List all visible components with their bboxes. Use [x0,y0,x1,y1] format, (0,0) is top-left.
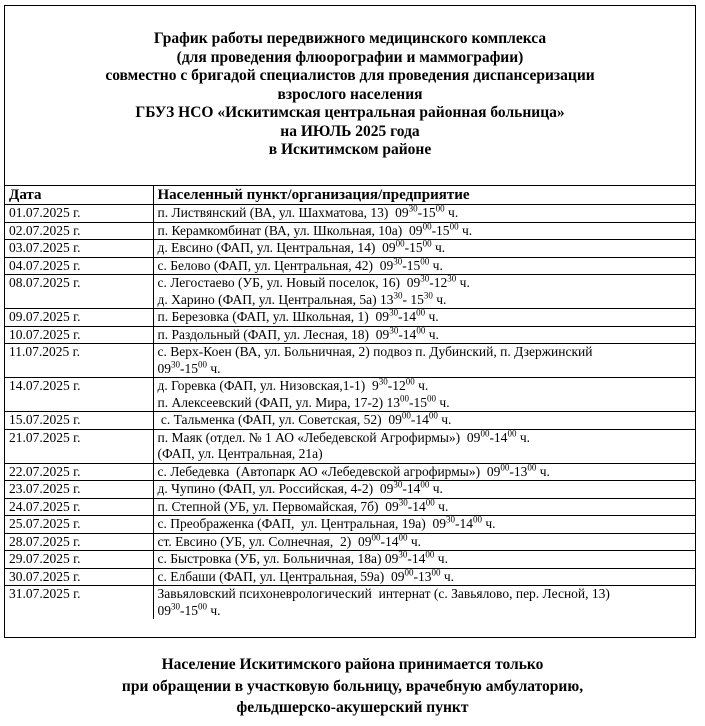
title-line: совместно с бригадой специалистов для проведения диспансеризации [105,67,595,84]
location-line: $09^{30}-15^{00}$ ч. [157,359,221,376]
footer-note [0,654,705,719]
location-line: с. Быстровка (УБ, ул. Больничная, 18а) $09^{30}-14^{00}$ ч. [157,549,448,566]
date-cell: 03.07.2025 г. [5,240,153,258]
table-row [5,240,695,258]
location-cell [153,481,695,499]
location-line: (ФАП, ул. Центральная, 21а) [157,446,323,461]
location-line: д. Евсино (ФАП, ул. Центральная, 14) $09^{00}-15^{00}$ ч. [157,238,446,255]
date-cell: 22.07.2025 г. [5,463,153,481]
table-row [5,551,695,569]
date-cell: 08.07.2025 г. [5,275,153,309]
location-line: п. Керамкомбинат (ВА, ул. Школьная, 10а) $09^{00}-15^{00}$ ч. [157,221,473,238]
date-cell: 28.07.2025 г. [5,533,153,551]
location-cell [153,412,695,430]
date-cell: 24.07.2025 г. [5,498,153,516]
table-row [5,257,695,275]
table-row [5,326,695,344]
table-row [5,429,695,463]
location-line: п. Степной (УБ, ул. Первомайская, 7б) $09^{30}-14^{00}$ ч. [157,497,449,514]
column-header-date: Дата [5,186,153,205]
location-cell [153,498,695,516]
table-row [5,481,695,499]
location-line: п. Раздольный (ФАП, ул. Лесная, 18) $09^{30}-14^{00}$ ч. [157,325,439,342]
location-line: с. Преображенка (ФАП, ул. Центральная, 19а) $09^{30}-14^{00}$ ч. [157,514,496,531]
location-line: с. Тальменка (ФАП, ул. Советская, 52) $09^{00}-14^{00}$ ч. [157,410,452,427]
location-cell [153,533,695,551]
location-cell [153,257,695,275]
location-cell [153,551,695,569]
location-cell [153,568,695,586]
location-cell [153,586,695,620]
location-line: с. Лебедевка (Автопарк АО «Лебедевской агрофирмы») $09^{00}-13^{00}$ ч. [157,462,550,479]
schedule-frame [4,5,696,638]
table-row [5,275,695,309]
date-cell: 29.07.2025 г. [5,551,153,569]
date-cell: 01.07.2025 г. [5,205,153,223]
location-line: с. Верх-Коен (ВА, ул. Больничная, 2) подвоз п. Дубинский, п. Дзержинский [157,344,593,359]
location-cell [153,309,695,327]
location-line: п. Березовка (ФАП, ул. Школьная, 1) $09^{30}-14^{00}$ ч. [157,307,439,324]
date-cell: 02.07.2025 г. [5,222,153,240]
location-cell [153,326,695,344]
location-line: д. Горевка (ФАП, ул. Низовская,1-1) $9^{30}-12^{00}$ ч. [157,376,429,393]
location-line: ст. Евсино (УБ, ул. Солнечная, 2) $09^{00}-14^{00}$ ч. [157,532,422,549]
date-cell: 09.07.2025 г. [5,309,153,327]
table-row [5,533,695,551]
table-row [5,463,695,481]
table-row [5,309,695,327]
date-cell: 11.07.2025 г. [5,344,153,378]
location-cell [153,429,695,463]
location-cell [153,463,695,481]
title-line: (для проведения флюорографии и маммографии) [176,48,524,66]
location-line: $09^{30}-15^{00}$ ч. [157,601,221,618]
date-cell: 21.07.2025 г. [5,429,153,463]
date-cell: 23.07.2025 г. [5,481,153,499]
column-header-location: Населенный пункт/организация/предприятие [153,186,695,205]
title-line: на ИЮЛЬ 2025 года [280,122,420,140]
date-cell: 14.07.2025 г. [5,378,153,412]
location-cell [153,275,695,309]
location-line: д. Харино (ФАП, ул. Центральная, 5а) $13^{30}-$ $15^{30}$ ч. [157,290,447,307]
location-cell [153,378,695,412]
date-cell: 30.07.2025 г. [5,568,153,586]
location-cell [153,344,695,378]
location-cell [153,516,695,534]
date-cell: 25.07.2025 г. [5,516,153,534]
table-row [5,412,695,430]
table-row [5,568,695,586]
location-line: д. Чупино (ФАП, ул. Российская, 4-2) $09^{30}-14^{00}$ ч. [157,479,443,496]
location-line: с. Елбаши (ФАП, ул. Центральная, 59а) $09^{00}-13^{00}$ ч. [157,567,455,584]
location-line: Завьяловский психоневрологический интернат (с. Завьялово, пер. Лесной, 13) [157,586,610,601]
footer-line: при обращении в участковую больницу, врачебную амбулаторию, [121,677,584,695]
title-line: взрослого населения [277,85,423,103]
title-line: График работы передвижного медицинского комплекса [153,30,547,47]
table-row [5,516,695,534]
document-title [5,6,695,186]
footer-line: Население Искитимского района принимается только [161,656,544,673]
location-line: с. Белово (ФАП, ул. Центральная, 42) $09^{30}-15^{00}$ ч. [157,256,443,273]
footer-line: фельдшерско-акушерский пункт [236,699,469,716]
date-cell: 04.07.2025 г. [5,257,153,275]
location-cell [153,205,695,223]
title-line: в Искитимском районе [268,141,432,158]
location-cell [153,240,695,258]
table-row [5,498,695,516]
date-cell: 31.07.2025 г. [5,586,153,620]
table-row [5,378,695,412]
table-header-row [5,186,695,205]
title-line: ГБУЗ НСО «Искитимская центральная районная больница» [135,104,565,121]
table-row [5,344,695,378]
location-cell [153,222,695,240]
date-cell: 10.07.2025 г. [5,326,153,344]
date-cell: 15.07.2025 г. [5,412,153,430]
schedule-table [5,186,695,619]
location-line: п. Алексеевский (ФАП, ул. Мира, 17-2) $13^{00}-15^{00}$ ч. [157,393,450,410]
location-line: с. Легостаево (УБ, ул. Новый поселок, 16) $09^{30}-12^{30}$ ч. [157,273,470,290]
table-row [5,205,695,223]
table-row [5,586,695,620]
table-row [5,222,695,240]
location-line: п. Листвянский (ВА, ул. Шахматова, 13) $09^{30}-15^{00}$ ч. [157,203,459,220]
location-line: п. Маяк (отдел. № 1 АО «Лебедевской Агрофирмы») $09^{00}-14^{00}$ ч. [157,428,530,445]
